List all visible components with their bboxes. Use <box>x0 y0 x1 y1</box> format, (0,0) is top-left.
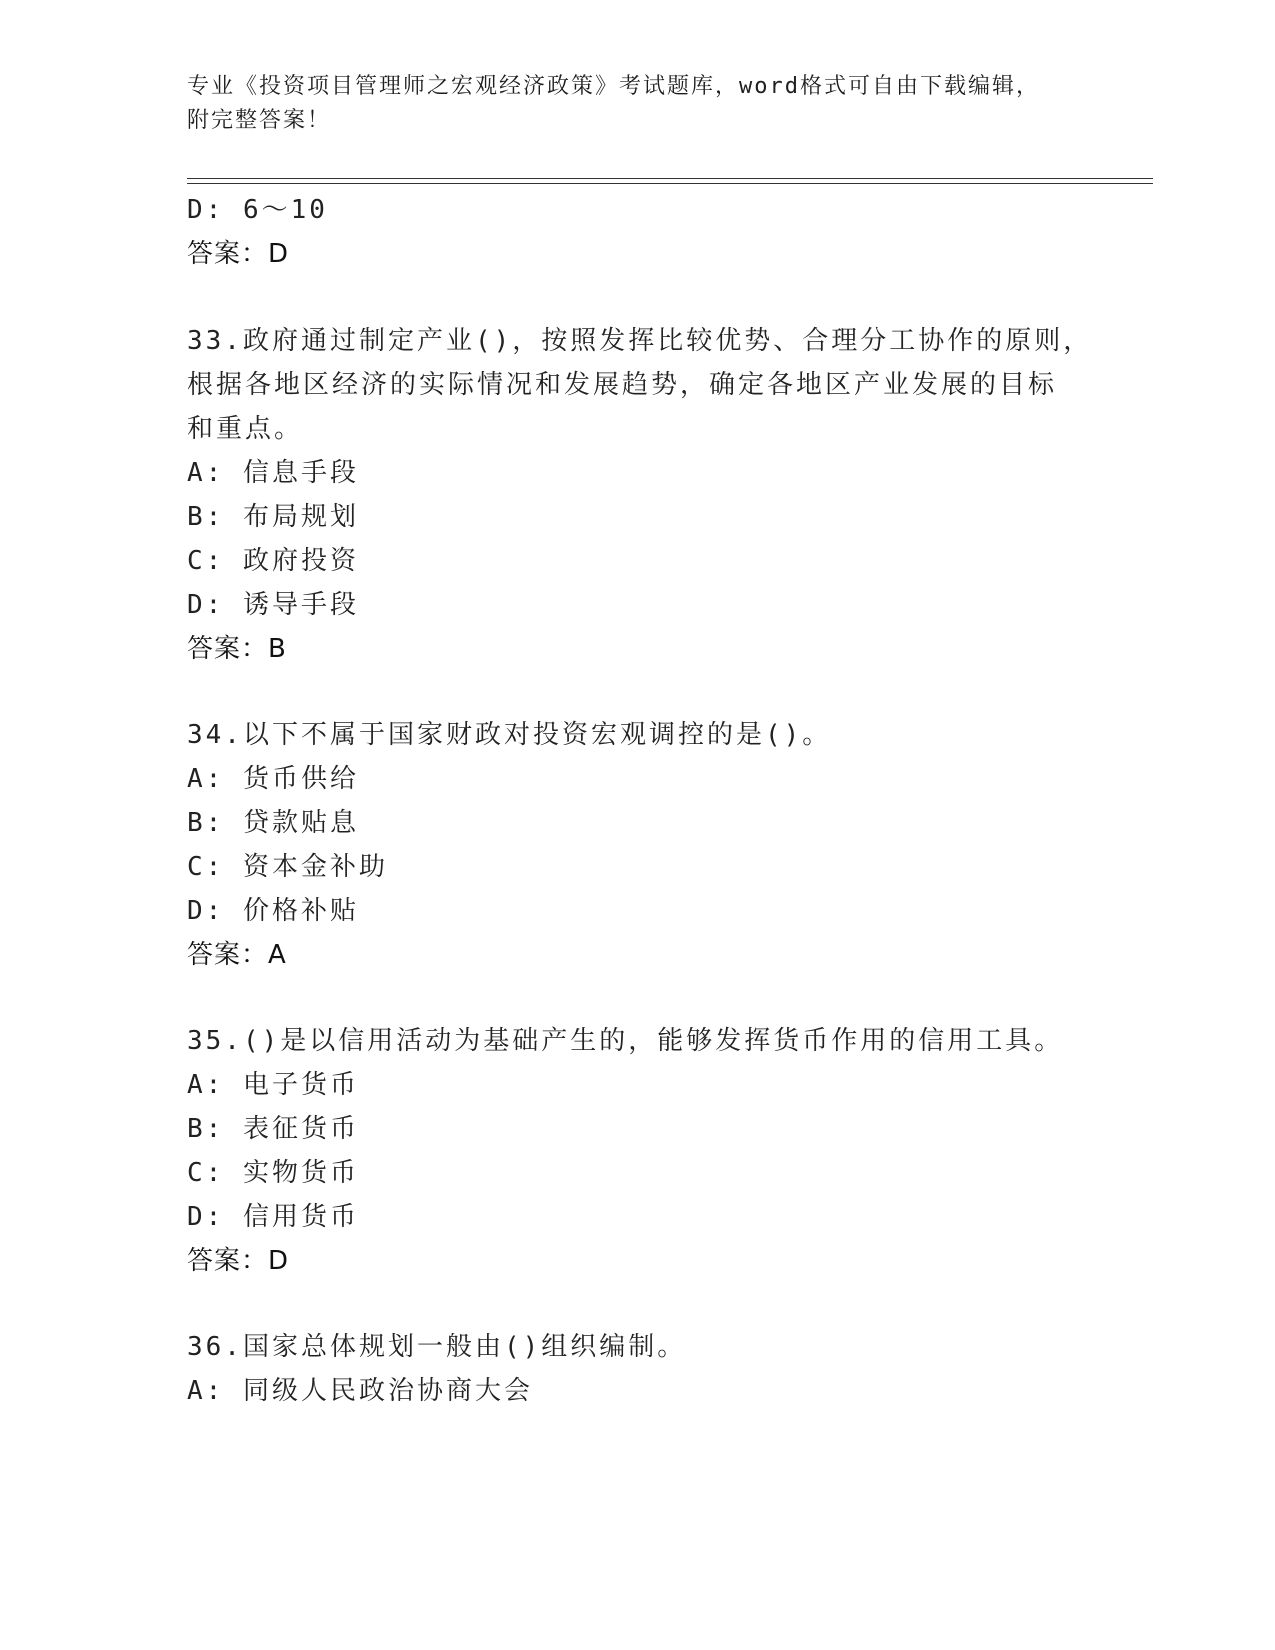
q35-option-b: B: 表征货币 <box>187 1114 359 1144</box>
q35-option-c: C: 实物货币 <box>187 1158 359 1188</box>
prev-answer: 答案：D <box>187 239 290 269</box>
q33-answer: 答案：B <box>187 634 287 664</box>
q34-option-b: B: 贷款贴息 <box>187 808 359 838</box>
header-rule-bottom <box>187 183 1153 184</box>
q34-option-c: C: 资本金补助 <box>187 852 388 882</box>
header-line-2: 附完整答案！ <box>187 108 332 133</box>
q34-option-d: D: 价格补贴 <box>187 896 359 926</box>
q33-option-b: B: 布局规划 <box>187 502 359 532</box>
header-rule-top <box>187 178 1153 179</box>
q35-answer: 答案：D <box>187 1246 290 1276</box>
q35-option-d: D: 信用货币 <box>187 1202 359 1232</box>
q35-stem: 35.()是以信用活动为基础产生的，能够发挥货币作用的信用工具。 <box>187 1026 1064 1056</box>
document-header <box>187 70 1087 138</box>
q33-stem-line-1: 33.政府通过制定产业()，按照发挥比较优势、合理分工协作的原则， <box>187 326 1093 356</box>
q33-option-a: A: 信息手段 <box>187 458 359 488</box>
q33-option-c: C: 政府投资 <box>187 546 359 576</box>
prev-option-d: D: 6～10 <box>187 195 328 225</box>
header-line-1: 专业《投资项目管理师之宏观经济政策》考试题库，word格式可自由下载编辑， <box>187 74 1040 99</box>
q36-option-a: A: 同级人民政治协商大会 <box>187 1376 533 1406</box>
q36-stem: 36.国家总体规划一般由()组织编制。 <box>187 1332 687 1362</box>
q34-answer: 答案：A <box>187 940 287 970</box>
q34-stem: 34.以下不属于国家财政对投资宏观调控的是()。 <box>187 720 832 750</box>
q35-option-a: A: 电子货币 <box>187 1070 359 1100</box>
q33-stem-line-3: 和重点。 <box>187 414 304 444</box>
q34-option-a: A: 货币供给 <box>187 764 359 794</box>
q33-option-d: D: 诱导手段 <box>187 590 359 620</box>
q33-stem-line-2: 根据各地区经济的实际情况和发展趋势，确定各地区产业发展的目标 <box>187 370 1058 400</box>
